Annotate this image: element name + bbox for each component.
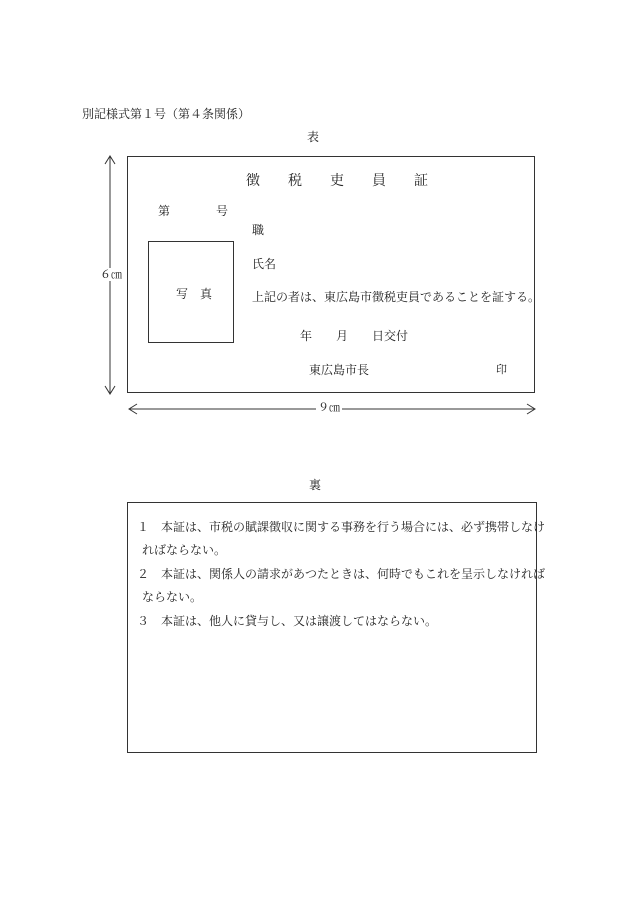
rule-1-line-1: １ 本証は、市税の賦課徴収に関する事務を行う場合には、必ず携帯しなけ <box>137 520 546 534</box>
front-heading: 表 <box>307 130 320 144</box>
card-title-char: 証 <box>414 173 428 189</box>
issue-date: 年 月 日交付 <box>300 329 409 343</box>
position-label: 職 <box>252 223 265 237</box>
card-title-char: 税 <box>288 173 302 189</box>
name-label: 氏名 <box>252 257 277 271</box>
width-label: ９㎝ <box>318 401 340 414</box>
card-title-char: 員 <box>372 173 386 189</box>
front-card <box>127 156 541 393</box>
rule-2-line-2: ならない。 <box>142 590 203 604</box>
card-title <box>246 170 428 190</box>
card-title-char: 吏 <box>330 173 344 189</box>
certify-text: 上記の者は、東広島市徴税吏員であることを証する。 <box>252 290 541 304</box>
mayor-label: 東広島市長 <box>309 363 370 377</box>
height-label: ６㎝ <box>100 268 122 281</box>
photo-box <box>148 241 234 343</box>
rule-2-line-1: ２ 本証は、関係人の請求があつたときは、何時でもこれを呈示しなければ <box>137 567 546 581</box>
back-card <box>127 502 546 753</box>
form-label: 別記様式第１号（第４条関係） <box>82 107 251 121</box>
number-label: 第 <box>158 204 171 218</box>
back-heading: 裏 <box>309 478 322 492</box>
rule-3-line-1: ３ 本証は、他人に貸与し、又は譲渡してはならない。 <box>137 614 438 628</box>
rule-1-line-2: ればならない。 <box>142 543 227 557</box>
seal-mark: 印 <box>496 363 507 376</box>
photo-label: 写 真 <box>176 287 213 301</box>
number-suffix: 号 <box>216 204 229 218</box>
card-title-char: 徴 <box>246 173 260 189</box>
